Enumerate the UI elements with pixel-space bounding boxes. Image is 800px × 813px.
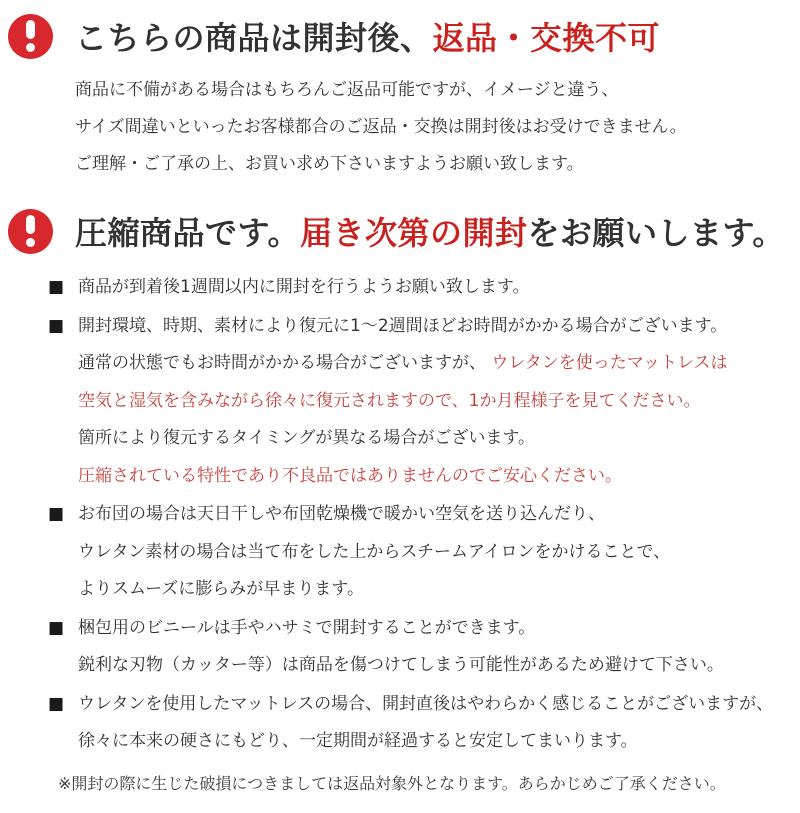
exclamation-bar (26, 20, 35, 39)
bullet-square-icon: ■ (48, 315, 65, 336)
text-line: ご理解・ご了承の上、お買い求め下さいますようお願い致します。 (75, 154, 584, 174)
bullet-square-icon: ■ (48, 277, 65, 297)
title-text: をお願いします。 (527, 214, 785, 252)
bullet-square-icon: ■ (48, 617, 65, 638)
text-line: 商品に不備がある場合はもちろんご返品可能ですが、イメージと違う、 (75, 80, 619, 100)
text-segment: よりスムーズに膨らみが早まります。 (78, 579, 364, 599)
text-line (78, 686, 773, 724)
text-segment: 空気と湿気を含みながら徐々に復元されますので、1か月程様子を見てください。 (78, 390, 701, 411)
exclamation-bar (26, 215, 35, 234)
exclamation-dot (26, 238, 35, 247)
bullet-lines (78, 308, 728, 496)
compressed-product-title (75, 208, 785, 254)
list-item (48, 686, 800, 761)
text-line (78, 308, 728, 346)
return-policy-heading (8, 13, 800, 59)
product-notice-document (0, 13, 800, 813)
compressed-product-heading (8, 208, 800, 254)
bullet-lines (78, 269, 529, 307)
text-line (78, 496, 670, 534)
list-item (48, 496, 800, 609)
bullet-square-icon: ■ (48, 693, 65, 714)
title-text: 圧縮商品です。 (75, 214, 300, 252)
text-line (78, 269, 529, 307)
text-segment: お布団の場合は天日干しや布団乾燥機で暖かい空気を送り込んだり、 (78, 504, 605, 524)
text-line (78, 571, 670, 609)
footer-note: ※開封の際に生じた破損につきましては返品対象外となります。あらかじめご了承ください。 (58, 773, 726, 793)
title-highlight: 届き次第の開封 (299, 214, 528, 252)
text-segment: 箇所により復元するタイミングが異なる場合がございます。 (78, 428, 535, 448)
warning-exclamation-icon (8, 209, 53, 254)
list-item (48, 308, 800, 496)
exclamation-dot (26, 43, 35, 52)
bullet-lines (78, 686, 773, 761)
text-line: サイズ間違いといったお客様都合のご返品・交換は開封後はお受けできません。 (75, 117, 687, 137)
list-item (48, 610, 800, 685)
text-line (78, 610, 724, 648)
text-segment: 開封環境、時期、素材により復元に1～2週間ほどお時間がかかる場合がございます。 (78, 315, 728, 336)
return-policy-paragraph (75, 72, 800, 183)
text-line (78, 534, 670, 572)
title-text: こちらの商品は開封後、 (75, 19, 433, 57)
text-segment: 梱包用のビニールは手やハサミで開封することができます。 (78, 617, 536, 638)
list-item (48, 269, 800, 307)
text-line (78, 383, 728, 421)
text-segment: 圧縮されている特性であり不良品ではありませんのでご安心ください。 (78, 465, 622, 486)
text-line (78, 345, 728, 383)
title-highlight: 返品・交換不可 (432, 19, 661, 57)
text-segment: 商品が到着後1週間以内に開封を行うようお願い致します。 (78, 277, 530, 297)
text-segment: ウレタンを使用したマットレスの場合、開封直後はやわらかく感じることがございますが、 (78, 693, 774, 714)
text-segment: 鋭利な刃物（カッター等）は商品を傷つけてしまう可能性があるため避けて下さい。 (78, 655, 724, 675)
bullet-lines (78, 610, 724, 685)
warning-exclamation-icon (8, 14, 53, 59)
text-segment: ウレタン素材の場合は当て布をした上からスチームアイロンをかけることで、 (78, 541, 671, 562)
bullet-lines (78, 496, 670, 609)
return-policy-title (75, 13, 660, 59)
bullet-square-icon: ■ (48, 504, 65, 524)
text-segment: 通常の状態でもお時間がかかる場合がございますが、 (78, 353, 492, 373)
text-line (78, 420, 728, 458)
text-line (78, 723, 773, 761)
text-segment: 徐々に本来の硬さにもどり、一定期間が経過すると安定してまいります。 (78, 731, 638, 751)
text-line (78, 647, 724, 685)
text-segment: ウレタンを使ったマットレスは (491, 353, 728, 373)
text-line (78, 458, 728, 496)
bullet-list (0, 269, 800, 761)
